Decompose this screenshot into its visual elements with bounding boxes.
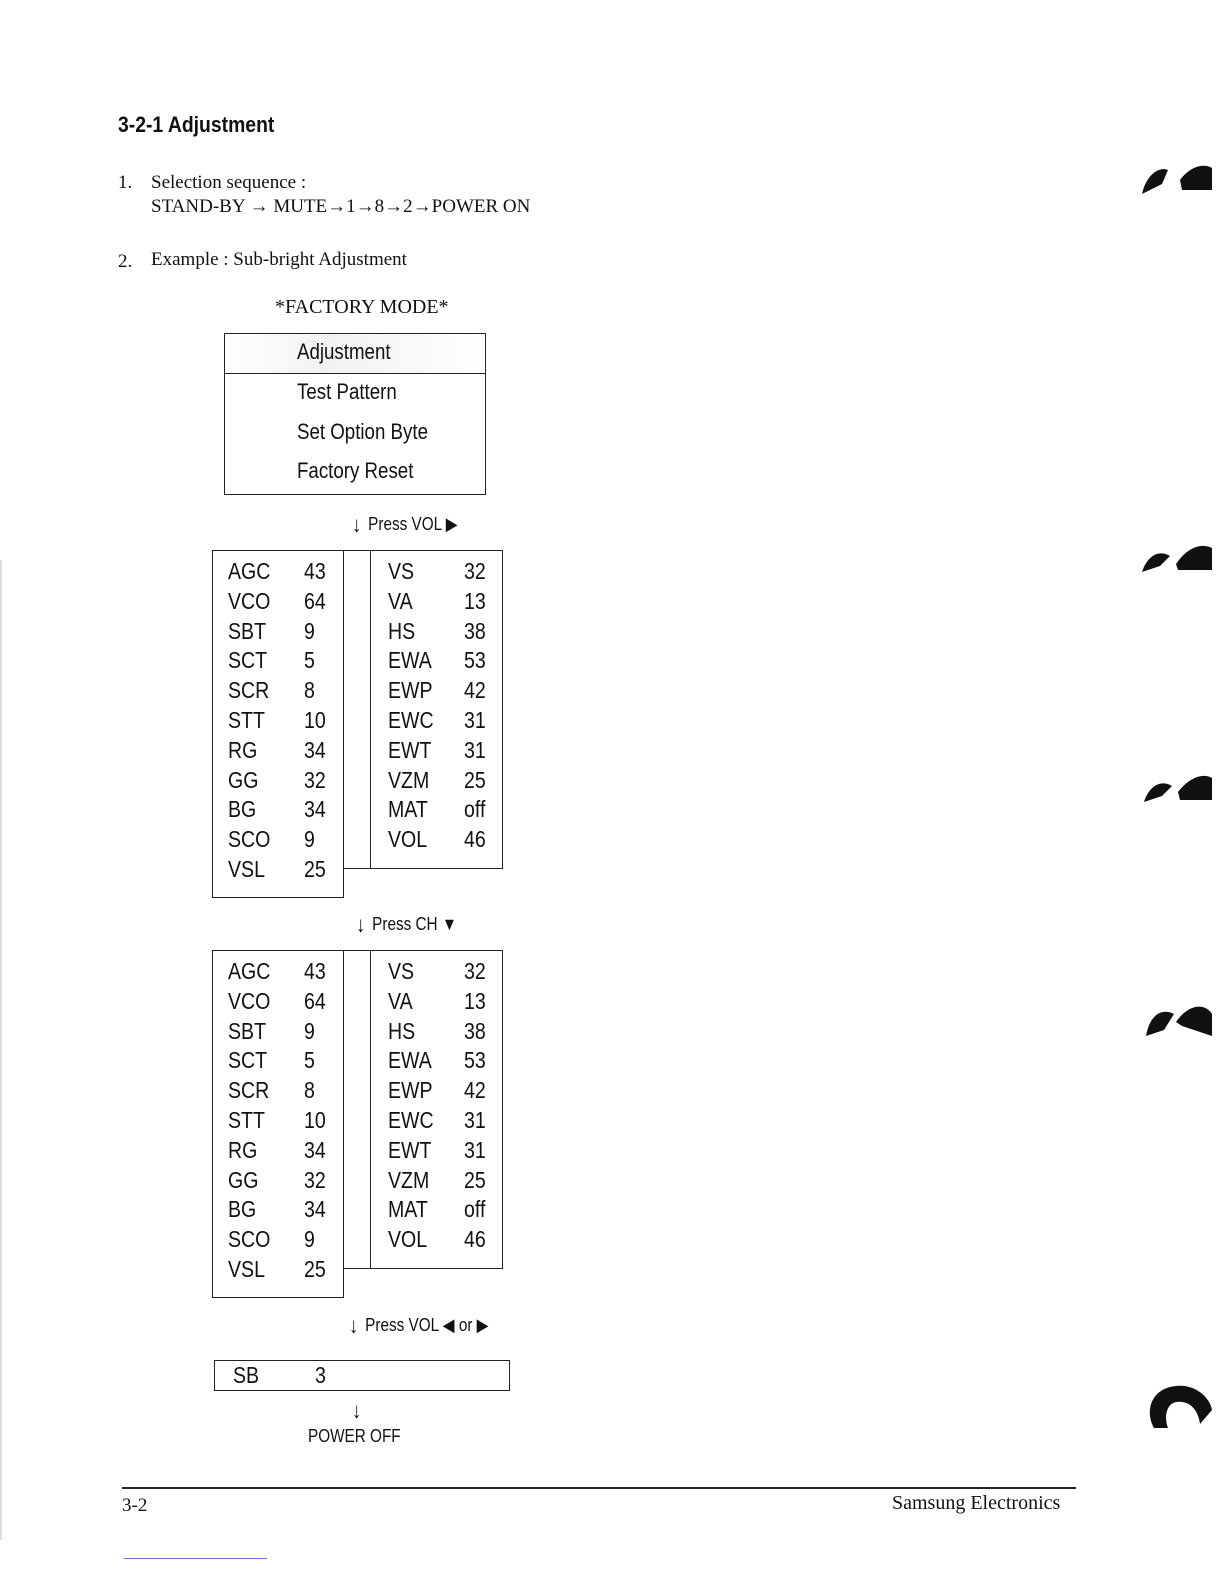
adjust-value: off — [464, 1196, 486, 1223]
adjust-table-gap-2 — [343, 950, 371, 1269]
adjust-row-right — [388, 707, 486, 734]
adjust-value: 8 — [304, 677, 315, 704]
adjust-value: 53 — [464, 1047, 486, 1074]
sub-bright-row — [233, 1362, 326, 1389]
binder-hole-mark — [1140, 540, 1212, 580]
adjust-key: VOL — [388, 826, 428, 853]
adjust-key: GG — [228, 1166, 259, 1193]
adjust-row-left — [228, 826, 315, 853]
adjust-key: SCT — [228, 647, 268, 674]
adjust-key: VS — [388, 958, 415, 984]
adjust-value: 42 — [464, 677, 486, 704]
adjust-row-right — [388, 958, 486, 985]
adjust-key: AGC — [228, 958, 271, 984]
adjust-row-right — [388, 987, 486, 1015]
adjust-row-left — [228, 856, 326, 883]
adjust-row-left — [228, 987, 326, 1015]
adjust-row-right — [388, 617, 486, 645]
adjust-value: 31 — [464, 707, 486, 733]
adjust-row-left — [228, 796, 326, 823]
adjust-row-right — [388, 1136, 486, 1164]
adjust-row-right — [388, 766, 486, 794]
adjust-key: EWA — [388, 1047, 432, 1074]
adjust-key: EWC — [388, 1107, 434, 1133]
publisher-name: Samsung Electronics — [892, 1492, 1061, 1514]
adjust-row-left — [228, 1256, 326, 1283]
adjust-key: BG — [228, 1196, 257, 1223]
selection-sequence: STAND-BY → MUTE→1→8→2→POWER ON — [151, 196, 531, 217]
step-press-ch-down — [356, 910, 457, 936]
adjust-row-left — [228, 1166, 326, 1194]
binder-hole-mark — [1140, 1000, 1212, 1040]
adjust-row-left — [228, 647, 315, 674]
adjust-key: VS — [388, 558, 415, 584]
adjust-key: STT — [228, 1107, 265, 1133]
adjust-key: VA — [388, 987, 413, 1014]
press-ch-down-label: Press CH ▼ — [372, 914, 458, 934]
page-number: 3-2 — [122, 1495, 148, 1516]
adjust-row-right — [388, 1226, 486, 1253]
adjust-row-left — [228, 1136, 326, 1164]
adjust-value: 34 — [304, 796, 326, 823]
adjust-value: 43 — [304, 558, 326, 584]
binder-hole-mark — [1140, 158, 1212, 198]
menu-item-set-option-byte[interactable]: Set Option Byte — [297, 419, 428, 444]
adjust-key: VCO — [228, 587, 271, 614]
scan-edge — [0, 560, 2, 1540]
adjust-value: off — [464, 796, 486, 823]
adjust-row-left — [228, 766, 326, 794]
adjust-row-left — [228, 617, 315, 645]
adjust-value: 5 — [304, 647, 315, 674]
adjust-value: 9 — [304, 1226, 315, 1253]
press-vol-right-label: Press VOL ▶ — [368, 514, 458, 534]
adjust-row-right — [388, 1047, 486, 1074]
adjust-value: 25 — [464, 1166, 486, 1193]
bottom-link-line — [124, 1558, 267, 1559]
step-1-label: Selection sequence : — [151, 172, 307, 193]
adjust-key: HS — [388, 1017, 416, 1044]
section-heading: 3-2-1 Adjustment — [118, 112, 275, 137]
adjust-row-left — [228, 1107, 326, 1134]
step-press-vol-right — [352, 510, 458, 536]
adjust-key: SCT — [228, 1047, 268, 1074]
adjust-key: GG — [228, 766, 259, 793]
adjust-value: 31 — [464, 1136, 486, 1163]
adjust-value: 34 — [304, 1136, 326, 1163]
adjust-value: 25 — [304, 1256, 326, 1282]
adjust-value: 10 — [304, 1107, 326, 1133]
power-off-label: POWER OFF — [308, 1426, 401, 1446]
adjust-value: 9 — [304, 826, 315, 853]
adjust-key: SCO — [228, 826, 271, 853]
adjust-value: 46 — [464, 1226, 486, 1253]
adjust-key: BG — [228, 796, 257, 823]
footer-rule — [122, 1487, 1076, 1489]
down-arrow-icon: ↓ — [349, 1313, 359, 1338]
adjust-value: 32 — [304, 1166, 326, 1193]
adjust-key: VA — [388, 587, 413, 614]
adjust-value: 13 — [464, 987, 486, 1014]
binder-hole-mark — [1140, 1380, 1212, 1432]
adjust-row-left — [228, 1226, 315, 1253]
down-arrow-icon: ↓ — [352, 512, 362, 537]
sub-bright-key: SB — [233, 1362, 260, 1388]
adjust-key: VSL — [228, 856, 265, 882]
adjust-table-gap-1 — [343, 550, 371, 869]
adjust-value: 5 — [304, 1047, 315, 1074]
sub-bright-value: 3 — [315, 1362, 326, 1388]
adjust-row-right — [388, 736, 486, 764]
adjust-key: VZM — [388, 766, 430, 793]
adjust-key: VSL — [228, 1256, 265, 1282]
adjust-key: EWA — [388, 647, 432, 674]
adjust-value: 25 — [304, 856, 326, 882]
step-1-number: 1. — [118, 172, 133, 193]
adjust-key: VZM — [388, 1166, 430, 1193]
adjust-row-right — [388, 1017, 486, 1045]
adjust-key: HS — [388, 617, 416, 644]
adjust-key: SBT — [228, 617, 267, 644]
adjust-row-right — [388, 587, 486, 615]
adjust-value: 53 — [464, 647, 486, 674]
adjust-row-left — [228, 958, 326, 985]
adjust-value: 32 — [304, 766, 326, 793]
adjust-key: EWP — [388, 1077, 433, 1104]
adjust-value: 9 — [304, 617, 315, 644]
adjust-row-left — [228, 1017, 315, 1045]
adjust-row-right — [388, 796, 486, 823]
sub-bright-box — [214, 1360, 510, 1391]
adjust-value: 9 — [304, 1017, 315, 1044]
adjust-value: 25 — [464, 766, 486, 793]
adjust-key: SCR — [228, 677, 270, 704]
adjust-key: SCO — [228, 1226, 271, 1253]
adjust-row-right — [388, 1196, 486, 1223]
adjust-value: 31 — [464, 736, 486, 763]
adjust-key: MAT — [388, 1196, 428, 1223]
adjust-row-right — [388, 1077, 486, 1104]
adjust-key: MAT — [388, 796, 428, 823]
adjust-row-left — [228, 736, 326, 764]
step-2-label: Example : Sub-bright Adjustment — [151, 249, 407, 270]
binder-hole-mark — [1140, 768, 1212, 808]
adjust-row-left — [228, 558, 326, 585]
adjust-key: EWP — [388, 677, 433, 704]
adjust-value: 34 — [304, 1196, 326, 1223]
adjust-value: 32 — [464, 558, 486, 584]
adjust-value: 64 — [304, 987, 326, 1014]
adjust-key: VOL — [388, 1226, 428, 1253]
adjust-value: 38 — [464, 1017, 486, 1044]
adjust-row-left — [228, 1047, 315, 1074]
adjust-value: 32 — [464, 958, 486, 984]
adjust-key: EWT — [388, 1136, 432, 1163]
adjust-row-left — [228, 677, 315, 704]
menu-item-adjustment[interactable]: Adjustment — [297, 339, 391, 364]
adjust-value: 38 — [464, 617, 486, 644]
down-arrow-icon: ↓ — [356, 912, 366, 937]
factory-mode-menu — [224, 333, 486, 495]
adjust-row-right — [388, 647, 486, 674]
adjust-key: RG — [228, 1136, 258, 1163]
adjust-key: EWT — [388, 736, 432, 763]
adjust-row-right — [388, 826, 486, 853]
adjust-key: AGC — [228, 558, 271, 584]
power-off-arrow: ↓ — [352, 1398, 362, 1423]
adjust-key: VCO — [228, 987, 271, 1014]
press-vol-either-label: Press VOL ◀ or ▶ — [365, 1315, 489, 1335]
adjust-row-left — [228, 587, 326, 615]
adjust-row-right — [388, 677, 486, 704]
adjust-key: SBT — [228, 1017, 267, 1044]
adjust-value: 46 — [464, 826, 486, 853]
adjust-row-right — [388, 1107, 486, 1134]
adjust-value: 10 — [304, 707, 326, 733]
adjust-row-right — [388, 558, 486, 585]
adjust-key: RG — [228, 736, 258, 763]
adjust-value: 8 — [304, 1077, 315, 1104]
adjust-value: 13 — [464, 587, 486, 614]
adjust-key: EWC — [388, 707, 434, 733]
adjust-row-left — [228, 1077, 315, 1104]
adjust-row-right — [388, 1166, 486, 1194]
adjust-value: 34 — [304, 736, 326, 763]
adjust-value: 64 — [304, 587, 326, 614]
step-press-vol-either — [349, 1311, 488, 1337]
adjust-key: STT — [228, 707, 265, 733]
adjust-row-left — [228, 707, 326, 734]
adjust-row-left — [228, 1196, 326, 1223]
adjust-value: 31 — [464, 1107, 486, 1133]
adjust-value: 42 — [464, 1077, 486, 1104]
step-2-number: 2. — [118, 251, 133, 272]
menu-item-factory-reset[interactable]: Factory Reset — [297, 458, 414, 483]
adjust-value: 43 — [304, 958, 326, 984]
menu-item-test-pattern[interactable]: Test Pattern — [297, 379, 397, 404]
factory-mode-title: *FACTORY MODE* — [275, 296, 449, 318]
adjust-key: SCR — [228, 1077, 270, 1104]
